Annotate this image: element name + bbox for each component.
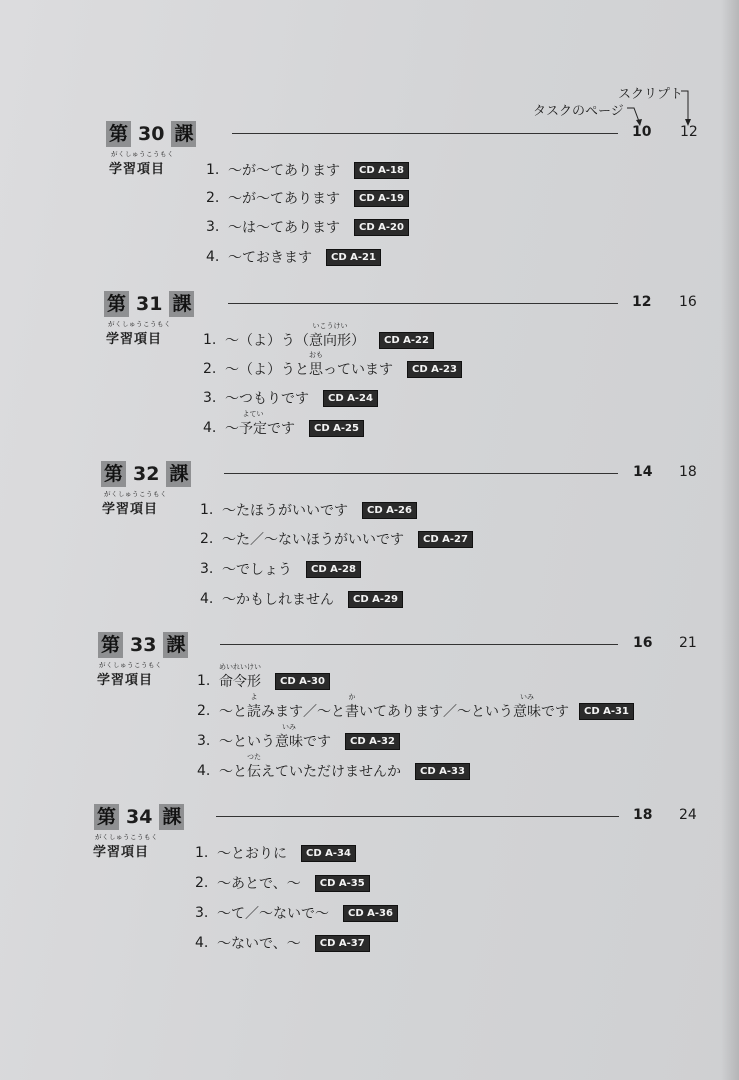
item-number: 1. <box>195 845 209 861</box>
header-rule <box>220 644 618 645</box>
task-page-number: 16 <box>633 635 653 651</box>
item-number: 2. <box>200 531 214 547</box>
study-label-ruby: がくしゅうこうもく <box>111 150 174 158</box>
task-page-number: 10 <box>632 124 652 140</box>
ruby-word <box>247 693 261 721</box>
list-item <box>206 186 409 210</box>
ruby-reading: めいれいけい <box>219 663 261 671</box>
ruby-word <box>345 693 359 721</box>
ruby-word <box>275 723 303 751</box>
ruby-word <box>513 693 541 721</box>
study-label: 学習項目 <box>93 845 150 860</box>
list-item <box>203 386 378 410</box>
lesson-title-prefix: 第 <box>106 121 131 147</box>
lesson-title-suffix: 課 <box>169 291 194 317</box>
list-item <box>200 527 473 551</box>
legend-task-label: タスクのページ <box>533 104 624 119</box>
ruby-reading: おも <box>309 351 323 359</box>
item-text-part: えていただけませんか <box>261 764 401 780</box>
ruby-word <box>239 410 267 438</box>
ruby-base: 予定 <box>239 421 267 437</box>
study-label: 学習項目 <box>109 162 166 177</box>
cd-track-badge: CD A-27 <box>418 531 473 548</box>
item-text-part: 〜と <box>219 764 247 780</box>
script-page-number: 16 <box>679 294 697 310</box>
item-text: 〜が〜てあります <box>228 163 340 179</box>
list-item <box>195 871 370 895</box>
list-item <box>206 215 409 239</box>
cd-track-badge: CD A-25 <box>309 420 364 437</box>
cd-track-badge: CD A-26 <box>362 502 417 519</box>
list-item <box>195 901 398 925</box>
item-text-part: です <box>267 421 295 437</box>
cd-track-badge: CD A-24 <box>323 390 378 407</box>
item-text: 〜つもりです <box>225 391 309 407</box>
lesson-number: 33 <box>130 634 157 656</box>
item-number: 4. <box>200 591 214 607</box>
lesson-title-prefix: 第 <box>98 632 123 658</box>
cd-track-badge: CD A-31 <box>579 703 634 720</box>
study-label-ruby: がくしゅうこうもく <box>99 661 162 669</box>
ruby-base: 命令形 <box>219 674 261 690</box>
item-text: 〜かもしれません <box>222 592 334 608</box>
cd-track-badge: CD A-18 <box>354 162 409 179</box>
header-rule <box>232 133 618 134</box>
list-item <box>197 693 634 723</box>
ruby-base: 意味 <box>275 734 303 750</box>
item-text: 〜あとで、〜 <box>217 876 301 892</box>
item-text-part: 〜と <box>219 704 247 720</box>
item-text-part: みます／〜と <box>261 704 345 720</box>
list-item <box>197 753 470 783</box>
study-label: 学習項目 <box>106 332 163 347</box>
header-rule <box>228 303 618 304</box>
item-text <box>225 351 393 379</box>
item-text-part: いてあります／〜という <box>359 704 513 720</box>
item-number: 4. <box>206 249 220 265</box>
item-number: 2. <box>203 361 217 377</box>
cd-track-badge: CD A-34 <box>301 845 356 862</box>
cd-track-badge: CD A-30 <box>275 673 330 690</box>
item-text: 〜ておきます <box>228 250 312 266</box>
cd-track-badge: CD A-35 <box>315 875 370 892</box>
item-text-part: です <box>541 704 569 720</box>
ruby-base: 伝 <box>247 764 261 780</box>
list-item <box>195 841 356 865</box>
list-item <box>197 663 330 693</box>
task-page-number: 18 <box>633 807 653 823</box>
cd-track-badge: CD A-36 <box>343 905 398 922</box>
list-item <box>195 931 370 955</box>
cd-track-badge: CD A-19 <box>354 190 409 207</box>
cd-track-badge: CD A-32 <box>345 733 400 750</box>
item-number: 4. <box>203 420 217 436</box>
list-item <box>203 351 462 381</box>
item-number: 2. <box>195 875 209 891</box>
item-text-part: っています <box>323 362 393 378</box>
lesson-title-suffix: 課 <box>166 461 191 487</box>
list-item <box>200 587 403 611</box>
header-rule <box>216 816 619 817</box>
cd-track-badge: CD A-28 <box>306 561 361 578</box>
lesson-number: 30 <box>138 123 165 145</box>
cd-track-badge: CD A-20 <box>354 219 409 236</box>
lesson-number: 34 <box>126 806 153 828</box>
cd-track-badge: CD A-37 <box>315 935 370 952</box>
item-number: 1. <box>203 332 217 348</box>
item-text: 〜たほうがいいです <box>222 503 348 519</box>
lesson-title-suffix: 課 <box>159 804 184 830</box>
study-label: 学習項目 <box>97 673 154 688</box>
item-text-part: 〜（よ）う（ <box>225 333 309 349</box>
ruby-reading: か <box>348 693 356 701</box>
task-page-number: 14 <box>633 464 653 480</box>
ruby-word <box>219 663 261 691</box>
cd-track-badge: CD A-29 <box>348 591 403 608</box>
ruby-reading: いこうけい <box>312 322 348 330</box>
ruby-base: 意向形 <box>309 333 351 349</box>
lesson-number: 32 <box>133 463 160 485</box>
list-item <box>200 557 361 581</box>
header-rule <box>224 473 618 474</box>
item-number: 1. <box>200 502 214 518</box>
task-page-number: 12 <box>632 294 652 310</box>
item-text <box>219 723 331 751</box>
study-label: 学習項目 <box>102 502 159 517</box>
list-item <box>206 245 381 269</box>
item-number: 4. <box>197 763 211 779</box>
item-text <box>225 410 295 438</box>
lesson-title-prefix: 第 <box>104 291 129 317</box>
item-text <box>219 663 261 691</box>
item-number: 3. <box>197 733 211 749</box>
item-text-part: 〜 <box>225 421 239 437</box>
ruby-word <box>309 322 351 350</box>
item-text: 〜て／〜ないで〜 <box>217 906 329 922</box>
item-number: 2. <box>197 703 211 719</box>
item-number: 3. <box>206 219 220 235</box>
ruby-word <box>247 753 261 781</box>
list-item <box>197 723 400 753</box>
ruby-base: 思 <box>309 362 323 378</box>
lesson-header <box>104 290 194 318</box>
list-item <box>206 158 409 182</box>
item-number: 1. <box>206 162 220 178</box>
ruby-reading: よてい <box>242 410 264 418</box>
item-number: 2. <box>206 190 220 206</box>
lesson-header <box>106 120 196 148</box>
lesson-header <box>101 460 191 488</box>
lesson-number: 31 <box>136 293 163 315</box>
item-text-part: 〜（よ）うと <box>225 362 309 378</box>
lesson-title-prefix: 第 <box>94 804 119 830</box>
item-text: 〜た／〜ないほうがいいです <box>222 532 404 548</box>
cd-track-badge: CD A-22 <box>379 332 434 349</box>
item-number: 3. <box>195 905 209 921</box>
study-label-ruby: がくしゅうこうもく <box>95 833 158 841</box>
item-number: 3. <box>203 390 217 406</box>
script-page-number: 18 <box>679 464 697 480</box>
ruby-reading: つた <box>247 753 261 761</box>
list-item <box>203 410 364 440</box>
lesson-title-suffix: 課 <box>163 632 188 658</box>
item-text: 〜とおりに <box>217 846 287 862</box>
ruby-reading: いみ <box>282 723 296 731</box>
item-text: 〜は〜てあります <box>228 220 340 236</box>
item-text <box>225 322 365 350</box>
lesson-title-prefix: 第 <box>101 461 126 487</box>
item-text: 〜ないで、〜 <box>217 936 301 952</box>
item-number: 1. <box>197 673 211 689</box>
cd-track-badge: CD A-33 <box>415 763 470 780</box>
ruby-word <box>309 351 323 379</box>
item-text: 〜が〜てあります <box>228 191 340 207</box>
study-label-ruby: がくしゅうこうもく <box>104 490 167 498</box>
list-item <box>200 498 417 522</box>
ruby-base: 書 <box>345 704 359 720</box>
study-label-ruby: がくしゅうこうもく <box>108 320 171 328</box>
list-item <box>203 322 434 352</box>
legend-arrows <box>0 0 739 140</box>
item-number: 4. <box>195 935 209 951</box>
cd-track-badge: CD A-23 <box>407 361 462 378</box>
item-number: 3. <box>200 561 214 577</box>
lesson-header <box>98 631 188 659</box>
script-page-number: 24 <box>679 807 697 823</box>
legend-script-label: スクリプト <box>618 87 684 102</box>
script-page-number: 21 <box>679 635 697 651</box>
item-text: 〜でしょう <box>222 562 292 578</box>
item-text <box>219 693 569 721</box>
ruby-reading: いみ <box>520 693 534 701</box>
item-text <box>219 753 401 781</box>
ruby-reading: よ <box>250 693 258 701</box>
lesson-header <box>94 803 184 831</box>
item-text-part: ） <box>351 333 365 349</box>
lesson-title-suffix: 課 <box>171 121 196 147</box>
item-text-part: です <box>303 734 331 750</box>
cd-track-badge: CD A-21 <box>326 249 381 266</box>
page-edge-shadow <box>721 0 739 1080</box>
script-page-number: 12 <box>680 124 698 140</box>
ruby-base: 読 <box>247 704 261 720</box>
item-text-part: 〜という <box>219 734 275 750</box>
ruby-base: 意味 <box>513 704 541 720</box>
